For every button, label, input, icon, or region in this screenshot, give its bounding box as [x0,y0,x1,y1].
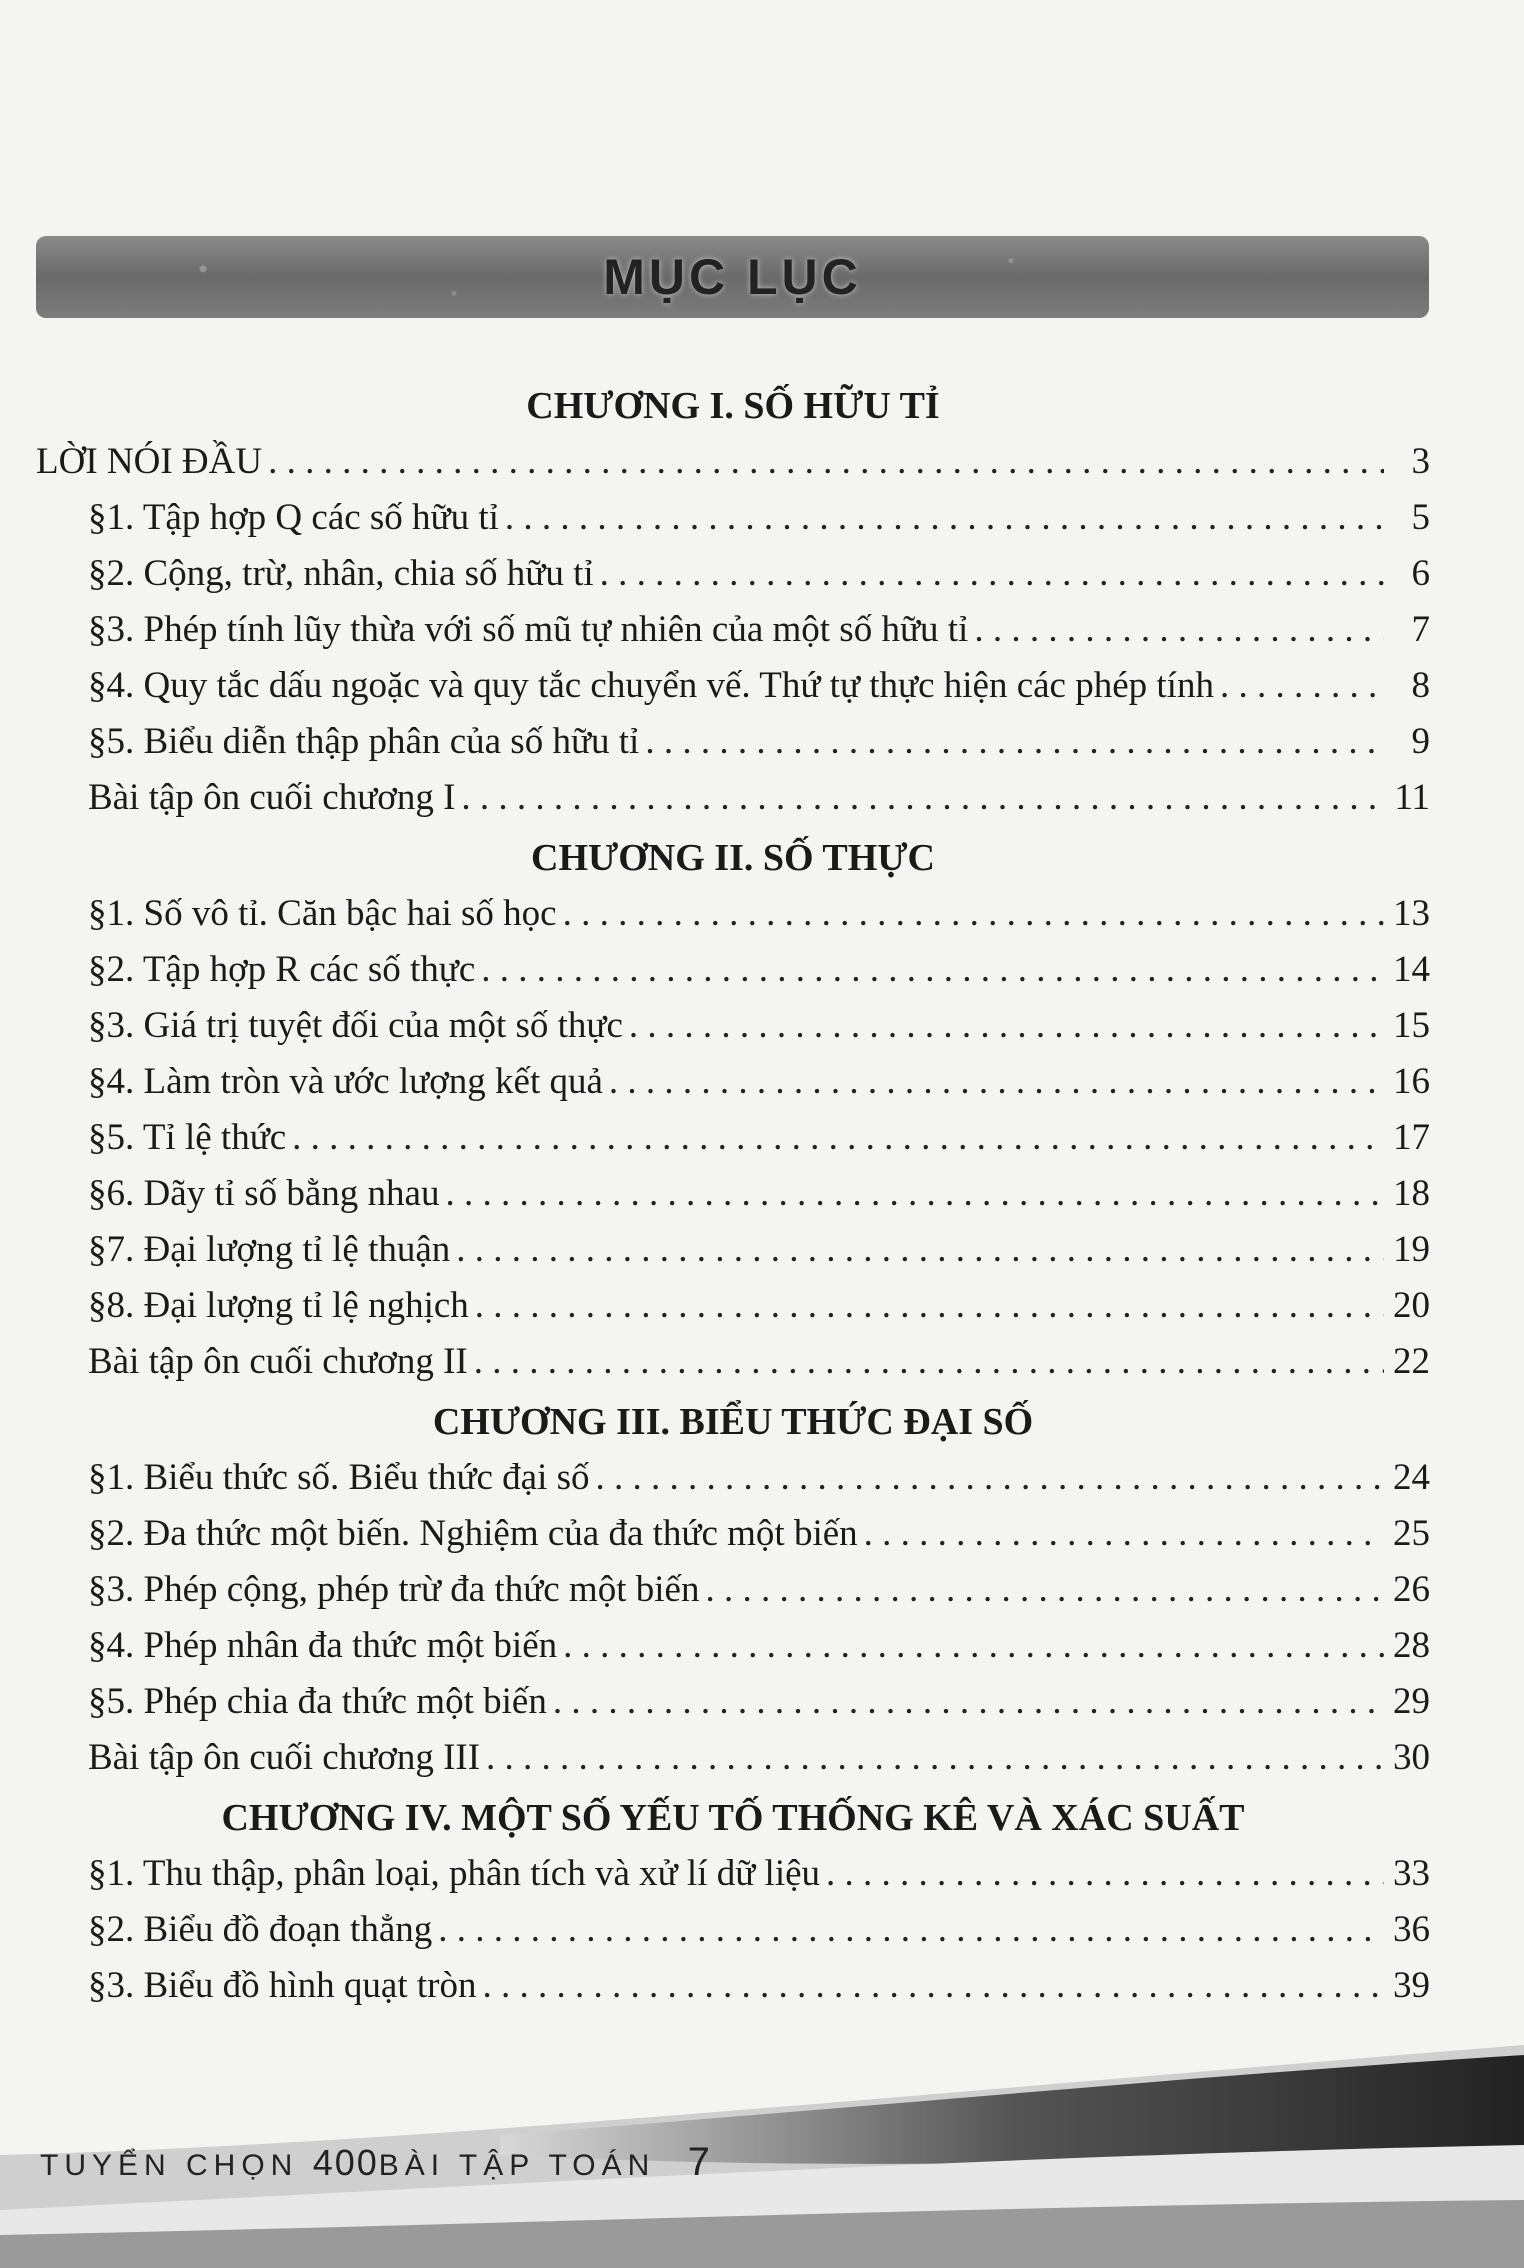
toc-entry-label: §3. Phép cộng, phép trừ đa thức một biến [88,1569,700,1610]
toc-entry-page: 15 [1393,1005,1430,1046]
dot-leader [645,714,1384,770]
table-of-contents [36,378,1430,2014]
toc-entry [36,998,1430,1054]
toc-entry-label: §1. Tập hợp Q các số hữu tỉ [88,497,499,538]
toc-entry-page: 20 [1393,1285,1430,1326]
dot-leader [482,1958,1384,2014]
toc-entry-label: §1. Thu thập, phân loại, phân tích và xử lí dữ liệu [88,1853,821,1894]
toc-entry-page: 9 [1411,721,1430,762]
dot-leader [705,1562,1384,1618]
toc-entry-label: §3. Giá trị tuyệt đối của một số thực [88,1005,623,1046]
toc-entry-label: §7. Đại lượng tỉ lệ thuận [88,1229,451,1270]
toc-entry-page: 29 [1393,1681,1430,1722]
footer-prefix: TUYỂN CHỌN [40,2149,299,2182]
toc-entry [36,1618,1430,1674]
toc-entry-page: 8 [1411,665,1430,706]
toc-entry [36,770,1430,826]
dot-leader [596,1450,1384,1506]
toc-entry [36,1110,1430,1166]
toc-entry-page: 36 [1393,1909,1430,1950]
dot-leader [629,998,1384,1054]
toc-entry-page: 6 [1411,553,1430,594]
toc-entry [36,1562,1430,1618]
toc-entry [36,942,1430,998]
toc-entry-page: 19 [1393,1229,1430,1270]
dot-leader [461,770,1384,826]
page-title: MỤC LỤC [603,249,862,305]
dot-leader [563,1618,1384,1674]
footer-grade: 7 [687,2140,716,2184]
toc-entry-label: §2. Tập hợp R các số thực [88,949,476,990]
dot-leader [1220,658,1384,714]
toc-entry [36,1506,1430,1562]
toc-entry [36,658,1430,714]
toc-entry-page: 39 [1393,1965,1430,2006]
toc-entry-page: 33 [1393,1853,1430,1894]
dot-leader [600,546,1384,602]
toc-entry-label: Bài tập ôn cuối chương III [88,1737,481,1778]
dot-leader [475,1278,1384,1334]
dot-leader [486,1730,1384,1786]
dot-leader [563,886,1384,942]
toc-entry-page: 26 [1393,1569,1430,1610]
toc-entry-label: §2. Cộng, trừ, nhân, chia số hữu tỉ [88,553,594,594]
toc-entry-label: §4. Phép nhân đa thức một biến [88,1625,558,1666]
toc-entry-page: 18 [1393,1173,1430,1214]
toc-entry-label: §5. Phép chia đa thức một biến [88,1681,547,1722]
toc-entry-label: Bài tập ôn cuối chương I [88,777,456,818]
dot-leader [268,434,1384,490]
toc-entry-page: 11 [1394,777,1430,818]
chapter-heading: CHƯƠNG II. SỐ THỰC [531,837,935,879]
footer-suffix: BÀI TẬP TOÁN [378,2149,656,2182]
toc-entry-page: 16 [1393,1061,1430,1102]
toc-entry [36,1674,1430,1730]
toc-entry [36,1278,1430,1334]
dot-leader [974,602,1384,658]
toc-entry-label: §5. Biểu diễn thập phân của số hữu tỉ [88,721,640,762]
dot-leader [292,1110,1384,1166]
toc-entry-page: 30 [1393,1737,1430,1778]
chapter-heading: CHƯƠNG IV. MỘT SỐ YẾU TỐ THỐNG KÊ VÀ XÁC SUẤT [221,1797,1245,1839]
toc-entry [36,490,1430,546]
toc-entry [36,602,1430,658]
toc-entry [36,1958,1430,2014]
toc-entry-label: §3. Phép tính lũy thừa với số mũ tự nhiên của một số hữu tỉ [88,609,969,650]
toc-entry-label: §1. Số vô tỉ. Căn bậc hai số học [88,893,557,934]
toc-entry [36,1166,1430,1222]
dot-leader [864,1506,1384,1562]
toc-entry [36,1222,1430,1278]
dot-leader [474,1334,1384,1390]
chapter-heading: CHƯƠNG III. BIỂU THỨC ĐẠI SỐ [432,1401,1034,1443]
toc-entry-page: 25 [1393,1513,1430,1554]
toc-entry-page: 7 [1411,609,1430,650]
toc-entry-page: 14 [1393,949,1430,990]
toc-entry-label: §1. Biểu thức số. Biểu thức đại số [88,1457,590,1498]
toc-entry-label: §8. Đại lượng tỉ lệ nghịch [88,1285,469,1326]
toc-entry [36,1730,1430,1786]
toc-entry [36,1450,1430,1506]
book-title-footer [40,2140,716,2185]
toc-entry [36,546,1430,602]
toc-entry-page: 24 [1393,1457,1430,1498]
toc-entry-page: 3 [1411,441,1430,482]
toc-entry-page: 22 [1393,1341,1430,1382]
toc-entry-label: §2. Đa thức một biến. Nghiệm của đa thức một biến [88,1513,858,1554]
dot-leader [609,1054,1384,1110]
toc-entry-label: §5. Tỉ lệ thức [88,1117,287,1158]
dot-leader [505,490,1384,546]
toc-entry [36,1846,1430,1902]
toc-banner [36,236,1429,318]
toc-entry-label: §3. Biểu đồ hình quạt tròn [88,1965,477,2006]
toc-entry-page: 13 [1393,893,1430,934]
dot-leader [553,1674,1384,1730]
dot-leader [826,1846,1384,1902]
toc-entry-label: §4. Làm tròn và ước lượng kết quả [88,1061,603,1102]
toc-entry-label: Bài tập ôn cuối chương II [88,1341,468,1382]
toc-entry [36,886,1430,942]
toc-entry-label: LỜI NÓI ĐẦU [36,441,263,482]
toc-entry [36,714,1430,770]
dot-leader [456,1222,1384,1278]
toc-entry [36,434,1430,490]
toc-entry-label: §4. Quy tắc dấu ngoặc và quy tắc chuyển vế. Thứ tự thực hiện các phép tính [88,665,1214,706]
toc-entry [36,1902,1430,1958]
dot-leader [438,1902,1384,1958]
chapter-heading: CHƯƠNG I. SỐ HỮU TỈ [526,385,940,427]
dot-leader [445,1166,1384,1222]
toc-entry [36,1054,1430,1110]
footer-number: 400 [312,2142,379,2183]
toc-entry-page: 17 [1393,1117,1430,1158]
toc-entry-page: 28 [1393,1625,1430,1666]
toc-entry-label: §6. Dãy tỉ số bằng nhau [88,1173,440,1214]
toc-entry [36,1334,1430,1390]
dot-leader [481,942,1384,998]
toc-entry-label: §2. Biểu đồ đoạn thẳng [88,1909,433,1950]
toc-entry-page: 5 [1411,497,1430,538]
